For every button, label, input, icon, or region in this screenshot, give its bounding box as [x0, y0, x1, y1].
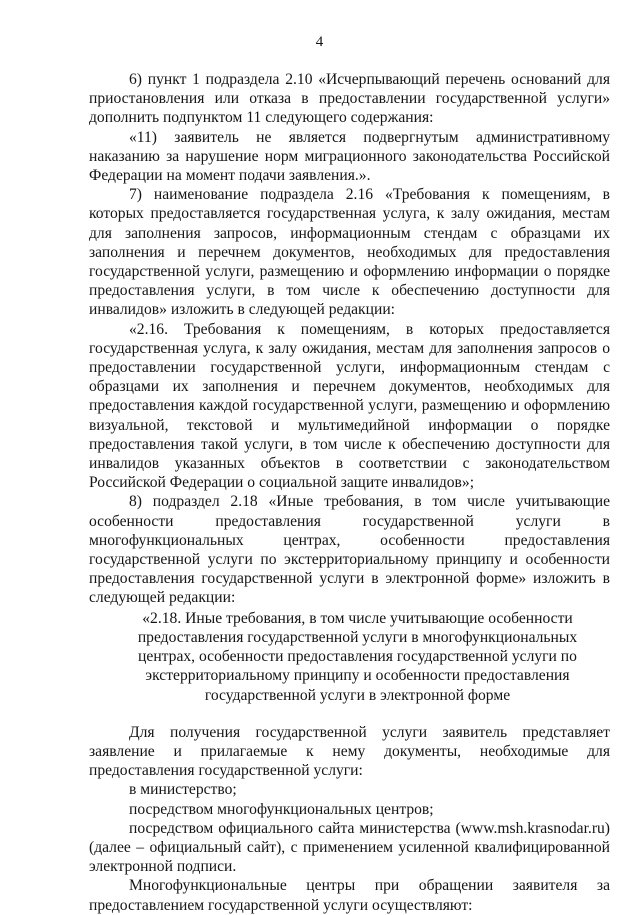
list-item-ministry: в министерство; — [129, 781, 237, 799]
paragraph-mfc-actions: Многофункциональные центры при обращении заявителя за предоставлением государственной услуги осуществляют: — [89, 877, 610, 914]
page-number: 4 — [315, 34, 324, 50]
paragraph-section-2-16: «2.16. Требования к помещениям, в которых предоставляется государственная услуга, к залу ожидания, местам для заполнения запросов о предоставлении государственной услуги, информационным стендам с образцами их заполнения и перечнем документов, необходимых для предоставления каждой государственной услуги, размещению и оформлению визуальной, текстовой и мультимедийной информации о порядке предоставления такой услуги, в том числе к обеспечению доступности для инвалидов указанных объектов в соответствии с законодательством Российской Федерации о социальной защите инвалидов»; — [89, 320, 610, 492]
document-body — [89, 70, 610, 915]
section-heading-2-18: «2.18. Иные требования, в том числе учитывающие особенности предоставления государственной услуги в многофункциональных центрах, особенности предоставления государственной услуги по экстерриториальному принципу и особенности предоставления государственной услуги в электронной форме — [137, 609, 578, 704]
paragraph-application-intro: Для получения государственной услуги заявитель представляет заявление и прилагаемые к нему документы, необходимые для предоставления государственной услуги: — [89, 723, 610, 780]
blank-line — [89, 705, 610, 723]
paragraph-item-6: 6) пункт 1 подраздела 2.10 «Исчерпывающий перечень оснований для приостановления или отказа в предоставлении государственной услуги» дополнить подпунктом 11 следующего содержания: — [89, 71, 610, 127]
paragraph-item-7: 7) наименование подраздела 2.16 «Требования к помещениям, в которых предоставляется государственная услуга, к залу ожидания, местам для заполнения запросов, информационным стендам с образцами их заполнения и перечнем документов, необходимых для предоставления государственной услуги, размещению и оформлению информации о порядке предоставления услуги, в том числе к обеспечению доступности для инвалидов» изложить в следующей редакции: — [89, 186, 610, 319]
list-item-mfc: посредством многофункциональных центров; — [129, 800, 434, 818]
paragraph-subitem-11: «11) заявитель не является подвергнутым административному наказанию за нарушение норм миграционного законодательства Российской Федерации на момент подачи заявления.». — [89, 128, 610, 185]
paragraph-item-8: 8) подраздел 2.18 «Иные требования, в том числе учитывающие особенности предоставления государственной услуги в многофункциональных центрах, особенности предоставления государственной услуги по экстерриториальному принципу и особенности предоставления государственной услуги в электронной форме» изложить в следующей редакции: — [89, 493, 610, 607]
paragraph-official-website: посредством официального сайта министерства (www.msh.krasnodar.ru) (далее – официальный сайт), с применением усиленной квалифицированной электронной подписи. — [89, 819, 610, 876]
